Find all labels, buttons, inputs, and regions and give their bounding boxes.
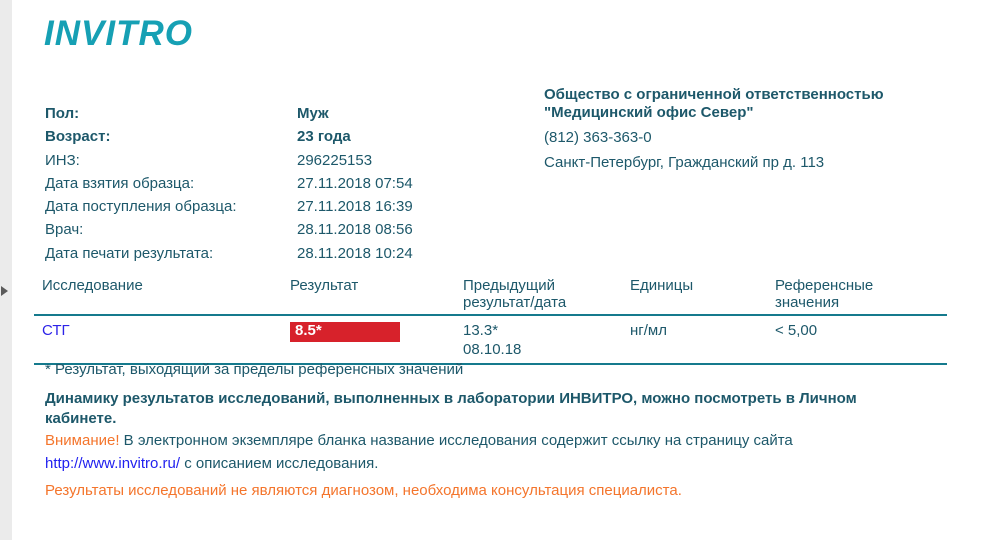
previous-result-date: 08.10.18 xyxy=(463,341,522,358)
dynamics-note: Динамику результатов исследований, выполненных в лаборатории ИНВИТРО, можно посмотреть в Личном кабинете. xyxy=(45,390,857,427)
field-label: Пол: xyxy=(45,105,80,122)
clinic-info-block xyxy=(544,86,974,172)
result-value-flagged: 8.5* xyxy=(290,322,400,342)
previous-result-cell xyxy=(463,321,630,359)
field-label: Врач: xyxy=(45,221,84,239)
table-row xyxy=(34,316,947,365)
patient-row-sample-taken xyxy=(45,172,413,195)
test-name-link[interactable]: СТГ xyxy=(42,322,70,339)
column-header-test: Исследование xyxy=(42,277,143,294)
collapsed-sidebar-strip xyxy=(0,0,12,540)
report-body xyxy=(12,0,981,540)
column-header-result: Результат xyxy=(290,277,359,294)
column-header-reference: Референсные значения xyxy=(775,277,874,311)
result-cell xyxy=(290,321,463,359)
attention-label: Внимание! xyxy=(45,432,120,449)
field-value: 27.11.2018 07:54 xyxy=(297,174,413,192)
patient-row-age xyxy=(45,125,413,148)
patient-row-doctor xyxy=(45,218,413,241)
field-value: 23 года xyxy=(297,128,351,146)
column-header-units: Единицы xyxy=(630,277,694,294)
expand-panel-arrow-icon[interactable] xyxy=(1,286,8,296)
clinic-name-line1: Общество с ограниченной ответственностью xyxy=(544,86,884,103)
out-of-range-footnote: * Результат, выходящий за пределы референсных значений xyxy=(45,361,464,378)
field-label: Возраст: xyxy=(45,128,111,146)
results-table-header xyxy=(34,278,947,316)
results-table xyxy=(34,278,947,365)
invitro-logo: INVITRO xyxy=(44,14,193,53)
patient-row-sex xyxy=(45,102,413,125)
attention-note xyxy=(45,430,945,475)
test-name-cell xyxy=(34,321,290,359)
attention-link-suffix: с описанием исследования. xyxy=(180,454,379,472)
units-cell: нг/мл xyxy=(630,322,667,339)
field-label: Дата поступления образца: xyxy=(45,198,237,216)
patient-row-inz xyxy=(45,149,413,172)
clinic-address: Санкт-Петербург, Гражданский пр д. 113 xyxy=(544,154,825,171)
field-label: ИНЗ: xyxy=(45,151,80,169)
column-header-previous: Предыдущий результат/дата xyxy=(463,277,567,311)
clinic-name-line2: "Медицинский офис Север" xyxy=(544,104,754,121)
clinic-phone: (812) 363-363-0 xyxy=(544,129,652,146)
previous-result-value: 13.3* xyxy=(463,322,499,339)
field-value: 296225153 xyxy=(297,151,373,169)
disclaimer-note: Результаты исследований не являются диагнозом, необходима консультация специалиста. xyxy=(45,482,682,499)
invitro-url-link[interactable]: http://www.invitro.ru/ xyxy=(45,454,181,472)
reference-cell: < 5,00 xyxy=(775,322,818,339)
patient-row-print-date xyxy=(45,242,413,265)
attention-text: В электронном экземпляре бланка название исследования содержит ссылку на страницу сайта xyxy=(119,432,793,449)
field-value: 28.11.2018 10:24 xyxy=(297,244,413,262)
field-label: Дата печати результата: xyxy=(45,244,214,262)
field-label: Дата взятия образца: xyxy=(45,174,195,192)
field-value: 27.11.2018 16:39 xyxy=(297,198,413,216)
patient-row-sample-received xyxy=(45,195,413,218)
patient-info-block xyxy=(45,102,413,265)
field-value: 28.11.2018 08:56 xyxy=(297,221,413,239)
field-value: Муж xyxy=(297,105,329,122)
